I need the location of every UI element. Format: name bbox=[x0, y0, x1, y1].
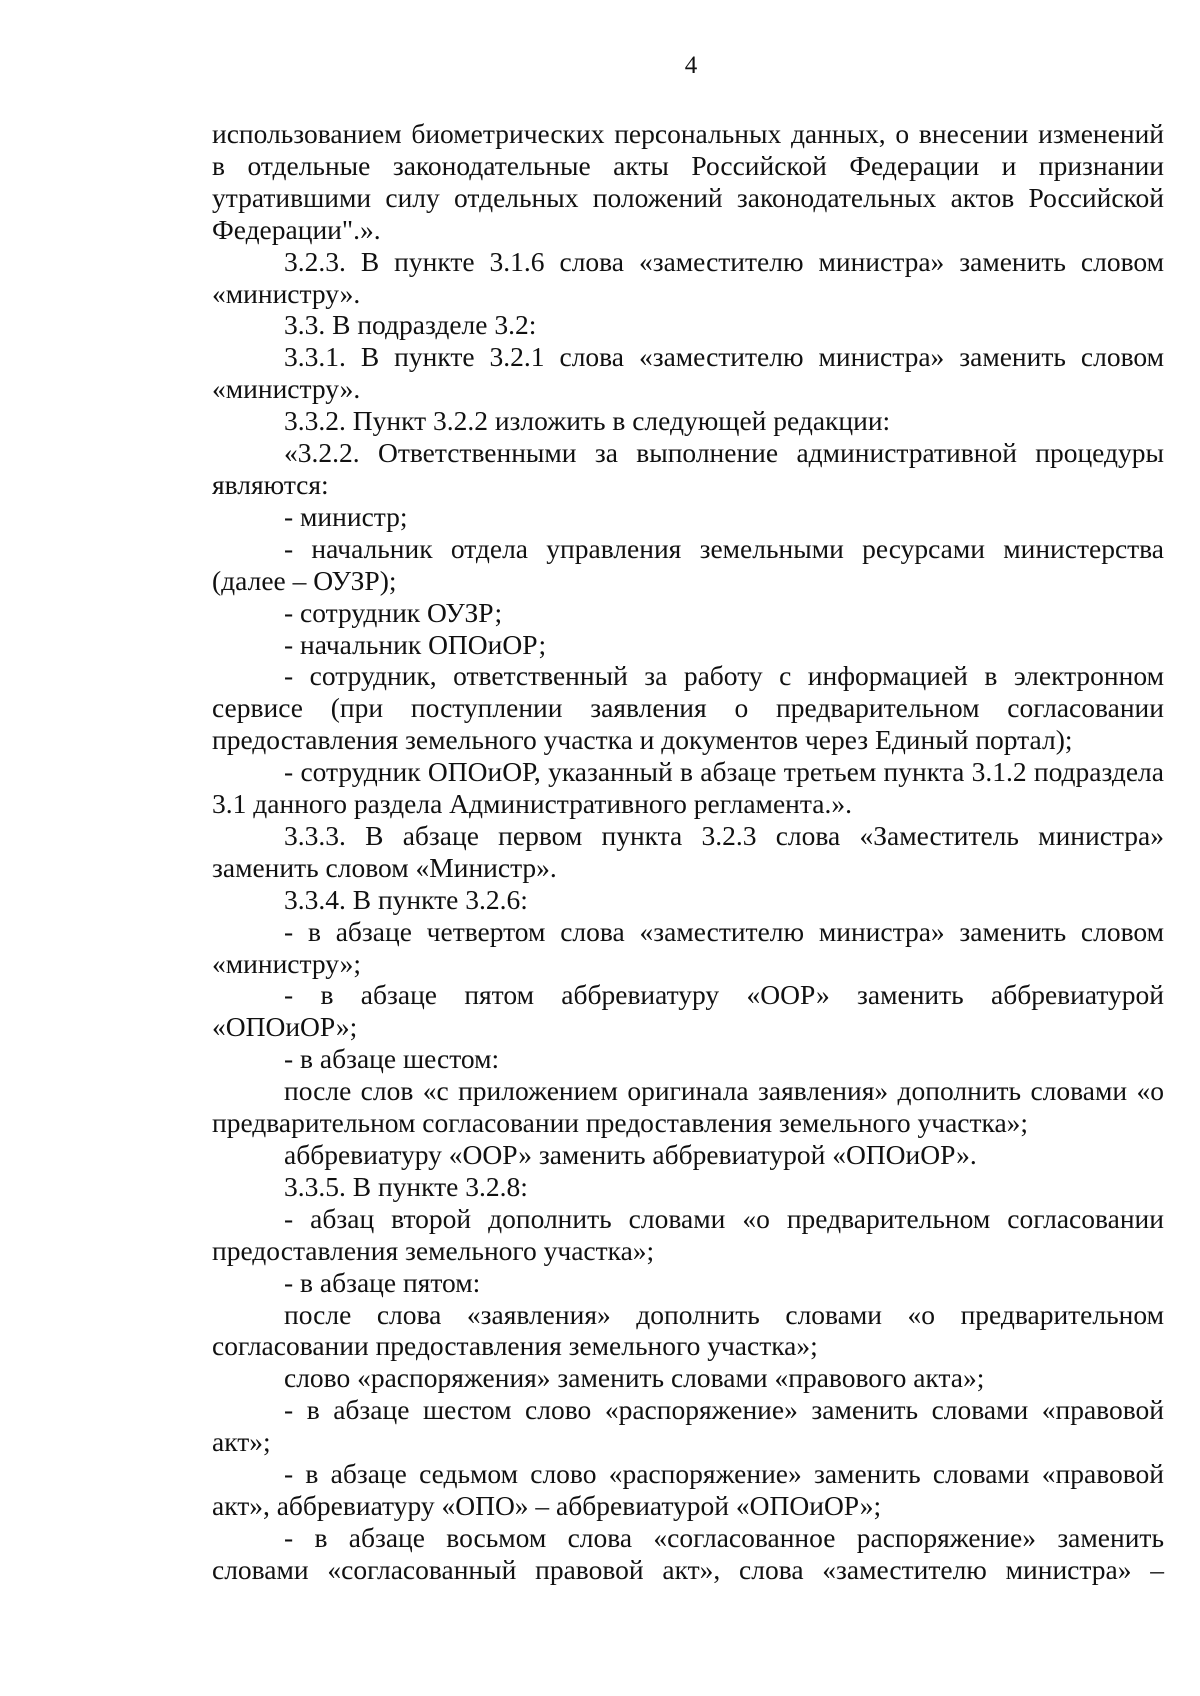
paragraph-27: - в абзаце восьмом слова «согласованное распоряжение» заменить словами «согласованный правовой акт», слова «заместителю министра» – bbox=[212, 1521, 1164, 1585]
paragraph-7: - министр; bbox=[284, 500, 408, 532]
paragraph-26: - в абзаце седьмом слово «распоряжение» заменить словами «правовой акт», аббревиатуру «ОПО» – аббревиатурой «ОПОиОР»; bbox=[212, 1458, 1164, 1521]
paragraph-12: - сотрудник ОПОиОР, указанный в абзаце третьем пункта 3.1.2 подраздела 3.1 данного раздела Административного регламента.». bbox=[212, 756, 1164, 820]
page-number: 4 bbox=[684, 52, 698, 79]
paragraph-10: - начальник ОПОиОР; bbox=[284, 628, 547, 660]
paragraph-16: - в абзаце пятом аббревиатуру «ООР» заменить аббревиатурой «ОПОиОР»; bbox=[212, 979, 1164, 1043]
paragraph-15: - в абзаце четвертом слова «заместителю министра» заменить словом «министру»; bbox=[212, 915, 1164, 979]
paragraph-17: - в абзаце шестом: bbox=[284, 1043, 500, 1075]
paragraph-9: - сотрудник ОУЗР; bbox=[284, 596, 503, 628]
paragraph-25: - в абзаце шестом слово «распоряжение» заменить словами «правовой акт»; bbox=[212, 1394, 1164, 1458]
paragraph-24: слово «распоряжения» заменить словами «правового акта»; bbox=[284, 1362, 985, 1394]
paragraph-8: - начальник отдела управления земельными ресурсами министерства (далее – ОУЗР); bbox=[212, 532, 1164, 596]
paragraph-14: 3.3.4. В пункте 3.2.6: bbox=[284, 883, 528, 915]
paragraph-3: 3.3. В подразделе 3.2: bbox=[284, 309, 537, 341]
paragraph-21: - абзац второй дополнить словами «о предварительном согласовании предоставления земельного участка»; bbox=[212, 1202, 1164, 1266]
paragraph-1: использованием биометрических персональных данных, о внесении изменений в отдельные законодательные акты Российской Федерации и признании утратившими силу отдельных положений законодательных актов Российской Федерации".». bbox=[212, 118, 1164, 245]
paragraph-11: - сотрудник, ответственный за работу с информацией в электронном сервисе (при поступлении заявления о предварительном согласовании предоставления земельного участка и документов через Единый портал); bbox=[212, 660, 1164, 756]
paragraph-6: «3.2.2. Ответственными за выполнение административной процедуры являются: bbox=[212, 437, 1164, 500]
paragraph-22: - в абзаце пятом: bbox=[284, 1266, 481, 1298]
paragraph-5: 3.3.2. Пункт 3.2.2 изложить в следующей редакции: bbox=[284, 405, 891, 437]
paragraph-2: 3.2.3. В пункте 3.1.6 слова «заместителю министра» заменить словом «министру». bbox=[212, 245, 1164, 309]
paragraph-18: после слов «с приложением оригинала заявления» дополнить словами «о предварительном согласовании предоставления земельного участка»; bbox=[212, 1075, 1164, 1139]
paragraph-13: 3.3.3. В абзаце первом пункта 3.2.3 слова «Заместитель министра» заменить словом «Министр». bbox=[212, 819, 1164, 883]
paragraph-23: после слова «заявления» дополнить словами «о предварительном согласовании предоставления земельного участка»; bbox=[212, 1298, 1164, 1362]
paragraph-4: 3.3.1. В пункте 3.2.1 слова «заместителю министра» заменить словом «министру». bbox=[212, 341, 1164, 405]
paragraph-20: 3.3.5. В пункте 3.2.8: bbox=[284, 1170, 528, 1202]
document-body bbox=[212, 118, 1164, 1586]
paragraph-19: аббревиатуру «ООР» заменить аббревиатурой «ОПОиОР». bbox=[284, 1139, 977, 1170]
